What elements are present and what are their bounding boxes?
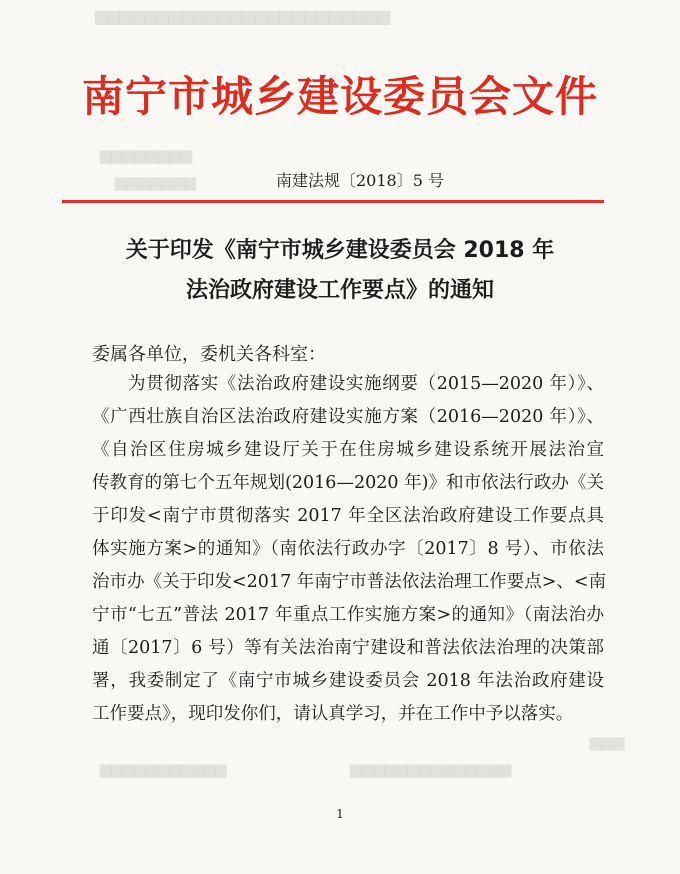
body-line: 《广西壮族自治区法治政府建设实施方案（2016—2020 年）》、 bbox=[92, 407, 604, 427]
body-line: 宁市“七五”普法 2017 年重点工作实施方案>的通知》（南法治办 bbox=[92, 605, 604, 625]
bleed-through-mark: ▆▆▆▆▆▆▆▆ bbox=[100, 146, 193, 164]
red-divider-rule bbox=[62, 200, 604, 203]
body-line: 通〔2017〕6 号）等有关法治南宁建设和普法依法治理的决策部 bbox=[92, 638, 604, 658]
document-header-title: 南宁市城乡建设委员会文件 bbox=[81, 72, 598, 121]
body-line: 《自治区住房城乡建设厅关于在住房城乡建设系统开展法治宣 bbox=[92, 440, 604, 460]
body-line: 于印发<南宁市贯彻落实 2017 年全区法治政府建设工作要点具 bbox=[92, 506, 604, 526]
bleed-through-mark: ▆▆▆ bbox=[590, 733, 625, 751]
bleed-through-mark: ▆▆▆▆▆▆▆▆▆▆▆▆▆▆▆▆▆▆▆▆▆▆▆▆ bbox=[95, 6, 391, 25]
bleed-through-mark: ▆▆▆▆▆▆▆ bbox=[115, 173, 196, 191]
body-line: 为贯彻落实《法治政府建设实施纲要（2015—2020 年）》、 bbox=[128, 374, 604, 394]
body-line: 传教育的第七个五年规划(2016—2020 年)》和市依法行政办《关 bbox=[92, 473, 604, 493]
body-paragraph bbox=[92, 368, 607, 731]
notice-title-line-2: 法治政府建设工作要点》的通知 bbox=[185, 278, 494, 303]
body-line: 工作要点》，现印发你们，请认真学习，并在工作中予以落实。 bbox=[92, 704, 574, 724]
body-line: 体实施方案>的通知》（南依法行政办字〔2017〕8 号）、市依法 bbox=[92, 539, 604, 559]
bleed-through-mark: ▆▆▆▆▆▆▆▆▆▆▆ bbox=[100, 760, 227, 778]
notice-title-line-1: 关于印发《南宁市城乡建设委员会 2018 年 bbox=[125, 238, 555, 263]
page-number: 1 bbox=[336, 807, 344, 821]
bleed-through-mark: ▆▆▆▆▆▆▆▆▆▆▆▆▆▆ bbox=[350, 760, 512, 778]
document-number: 南建法规〔2018〕5 号 bbox=[276, 171, 444, 190]
addressee: 委属各单位，委机关各科室： bbox=[92, 344, 326, 365]
body-line: 治市办《关于印发<2017 年南宁市普法依法治理工作要点>、<南 bbox=[92, 572, 607, 592]
body-line: 署，我委制定了《南宁市城乡建设委员会 2018 年法治政府建设 bbox=[92, 671, 604, 691]
